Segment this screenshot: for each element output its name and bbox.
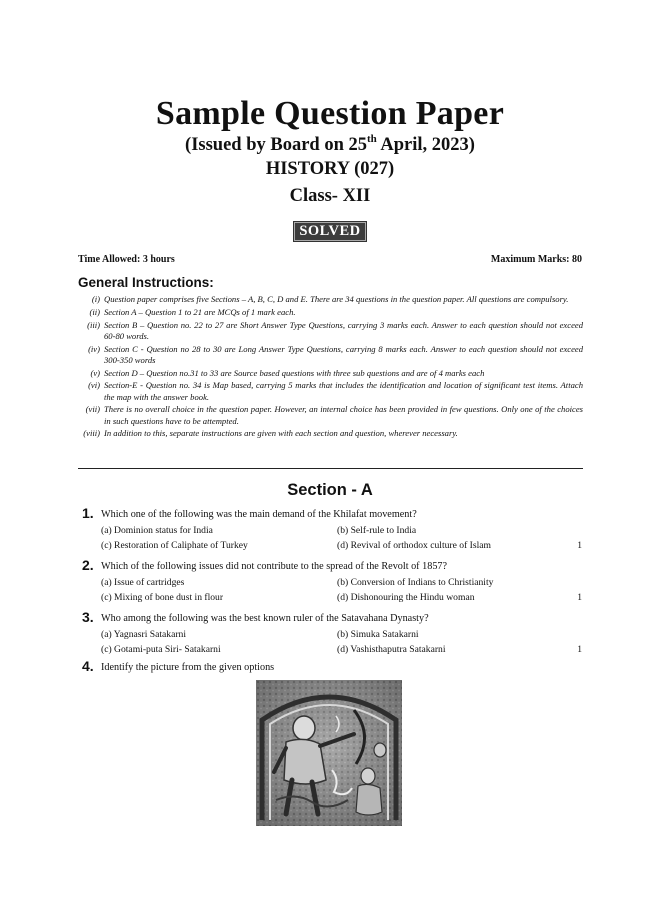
paper-subtitle: (Issued by Board on 25th April, 2023) (185, 133, 475, 156)
option-b: (b) Simuka Satakarni (337, 629, 419, 640)
option-c: (c) Gotami-puta Siri- Satakarni (101, 644, 221, 655)
option-d: (d) Dishonouring the Hindu woman (337, 592, 475, 603)
question-stem (82, 658, 582, 675)
instruction-item (78, 320, 583, 342)
question-marks: 1 (577, 644, 582, 655)
question-stem (82, 505, 582, 522)
question-number: 4. (82, 658, 94, 674)
instruction-number: (iii) (87, 319, 100, 330)
option-c: (c) Restoration of Caliphate of Turkey (101, 540, 248, 551)
instruction-number: (ii) (89, 306, 100, 317)
instruction-number: (v) (90, 367, 100, 378)
options (101, 628, 582, 656)
question-2 (82, 557, 582, 604)
instruction-text: There is no overall choice in the question paper. However, an internal choice has been provided in few questions. Only one of the choices in such questions have to be attempted. (104, 404, 583, 426)
option-a: (a) Yagnasri Satakarni (101, 629, 186, 640)
question-stem (82, 557, 582, 574)
options (101, 524, 582, 552)
instruction-number: (viii) (83, 428, 100, 439)
instruction-item (78, 404, 583, 426)
instruction-item (78, 368, 583, 379)
option-b: (b) Conversion of Indians to Christianity (337, 577, 494, 588)
question-text: Which of the following issues did not contribute to the spread of the Revolt of 1857? (101, 561, 448, 572)
question-number: 3. (82, 609, 94, 625)
instruction-number: (vi) (88, 380, 100, 391)
instruction-text: Section A – Question 1 to 21 are MCQs of 1 mark each. (104, 306, 296, 317)
option-c: (c) Mixing of bone dust in flour (101, 592, 224, 603)
instruction-item (78, 428, 583, 439)
question-3 (82, 609, 582, 656)
question-4 (82, 658, 582, 675)
instruction-text: Section C - Question no 28 to 30 are Long Answer Type Questions, carrying 8 marks each. Answer to each question should not exceed 300-350 words (104, 343, 583, 365)
option-a: (a) Dominion status for India (101, 525, 213, 536)
instruction-number: (i) (91, 294, 100, 304)
instruction-text: In addition to this, separate instructions are given with each section and question, wherever necessary. (104, 428, 458, 439)
class-label: Class- XII (289, 186, 371, 206)
question-marks: 1 (577, 592, 582, 603)
instructions-heading: General Instructions: (78, 275, 214, 290)
instruction-item (78, 380, 583, 402)
instruction-text: Section D – Question no.31 to 33 are Source based questions with three sub questions and are of 4 marks each (104, 367, 485, 378)
instruction-text: Section B – Question no. 22 to 27 are Short Answer Type Questions, carrying 3 marks each. Answer to each question should not exceed 60-80 words. (104, 319, 583, 341)
instruction-number: (vii) (85, 404, 100, 415)
question-text: Which one of the following was the main demand of the Khilafat movement? (101, 509, 417, 520)
question-number: 2. (82, 557, 94, 573)
question-text: Identify the picture from the given options (101, 662, 275, 673)
question-text: Who among the following was the best known ruler of the Satavahana Dynasty? (101, 613, 429, 624)
instruction-item (78, 294, 583, 305)
solved-badge-wrap (0, 221, 660, 242)
options (101, 576, 582, 604)
subject-code: HISTORY (027) (265, 159, 395, 179)
option-a: (a) Issue of cartridges (101, 577, 185, 588)
instruction-number: (iv) (88, 343, 100, 354)
question-stem (82, 609, 582, 626)
question-marks: 1 (577, 540, 582, 551)
instruction-text: Question paper comprises five Sections – A, B, C, D and E. There are 34 questions in the question paper. All questions are compulsory. (104, 294, 569, 304)
time-allowed: Time Allowed: 3 hours (78, 254, 175, 265)
section-divider (78, 468, 583, 469)
option-d: (d) Revival of orthodox culture of Islam (337, 540, 491, 551)
instruction-text: Section-E - Question no. 34 is Map based, carrying 5 marks that includes the identification and location of significant test items. Attach the map with the answer book. (104, 380, 583, 402)
solved-badge: SOLVED (293, 221, 366, 242)
section-title: Section - A (287, 481, 373, 499)
instructions-list (78, 294, 583, 441)
option-b: (b) Self-rule to India (337, 525, 417, 536)
relief-sculpture-image (256, 680, 402, 826)
paper-title: Sample Question Paper (155, 95, 505, 132)
instruction-item (78, 344, 583, 366)
option-d: (d) Vashisthaputra Satakarni (337, 644, 446, 655)
question-number: 1. (82, 505, 94, 521)
instruction-item (78, 307, 583, 318)
relief-sculpture-drawing (256, 680, 402, 826)
question-1 (82, 505, 582, 552)
maximum-marks: Maximum Marks: 80 (490, 254, 582, 265)
